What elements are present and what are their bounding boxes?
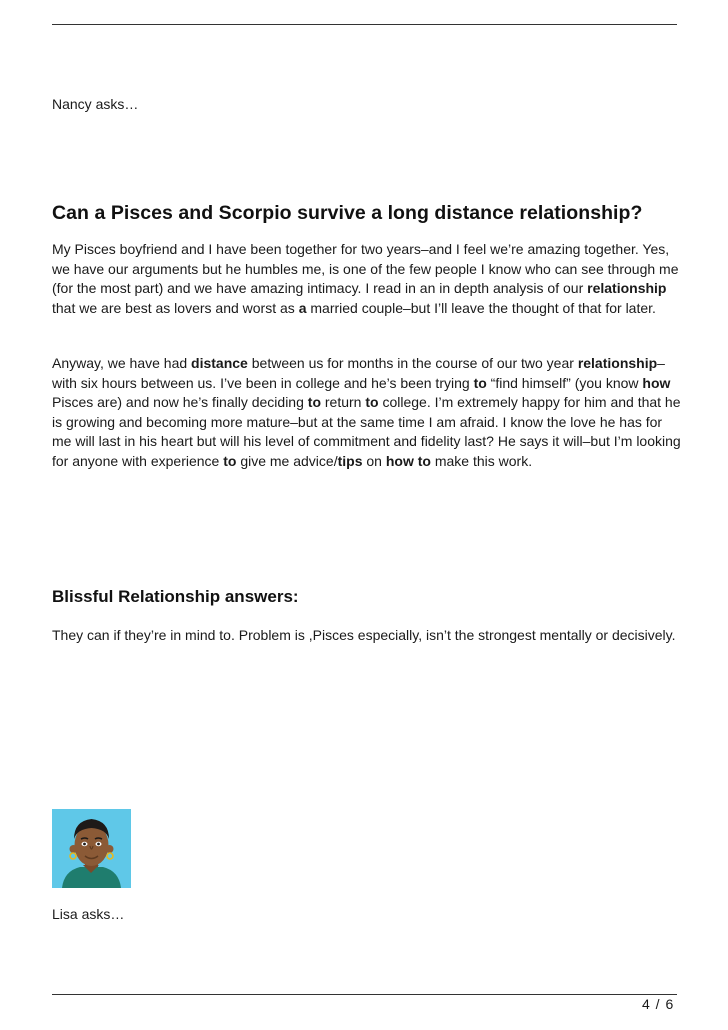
text-run: My Pisces boyfriend and I have been together for two years–and I feel we’re amazing together. Yes, we have our arguments but he humbles me, is one of the few people I know who can see through me (for the most part) and we have amazing intimacy. I read in an in depth analysis of our [52,241,679,297]
header-rule [52,24,677,25]
bold-keyword: to [307,394,321,411]
answer-paragraph: They can if they’re in mind to. Problem is ,Pisces especially, isn’t the strongest mentally or decisively. [52,627,676,643]
text-run: between us for months in the course of our two year [247,355,578,371]
text-run: give me advice/ [236,452,338,469]
bold-keyword: to [473,374,487,391]
text-run: married couple–but I’ll leave the thought of that for later. [306,299,656,316]
footer-rule [52,994,677,995]
bold-keyword: distance [191,355,248,371]
avatar-image [52,809,131,888]
asker-line-2: Lisa asks… [52,906,125,922]
question-paragraph-2 [52,354,682,472]
bold-keyword: to [365,394,379,411]
answer-title: Blissful Relationship answers: [52,587,299,606]
bold-keyword: how [642,374,671,391]
bold-keyword: a [298,299,307,316]
page-number: 4 / 6 [642,996,675,1012]
bold-keyword: relationship [587,280,667,297]
asker-line: Nancy asks… [52,96,139,112]
text-run: college. I’m extremely happy for him and that he is growing and becoming more mature–but at the same time I am afraid. I know the love he has for me will last in his heart but will his level of commitment and fidelity last? He says it will–but I’m looking for anyone with experience [52,394,681,469]
text-run: Anyway, we have had [52,355,192,371]
text-run: Pisces are) and now he’s finally deciding [52,394,308,411]
bold-keyword: relationship [577,355,658,371]
bold-keyword: to [223,452,237,469]
text-run: return [321,394,366,411]
question-paragraph-1 [52,240,682,318]
question-title: Can a Pisces and Scorpio survive a long distance relationship? [52,202,643,224]
text-run: “find himself” (you know [486,374,643,391]
text-run: –with six hours between us. I’ve been in college and he’s been trying [52,355,665,391]
text-run: on [362,452,386,469]
avatar-illustration [52,809,131,888]
text-run: that we are best as lovers and worst as [52,299,299,316]
bold-keyword: how to [385,452,431,469]
text-run: make this work. [430,452,533,469]
bold-keyword: tips [337,452,363,469]
